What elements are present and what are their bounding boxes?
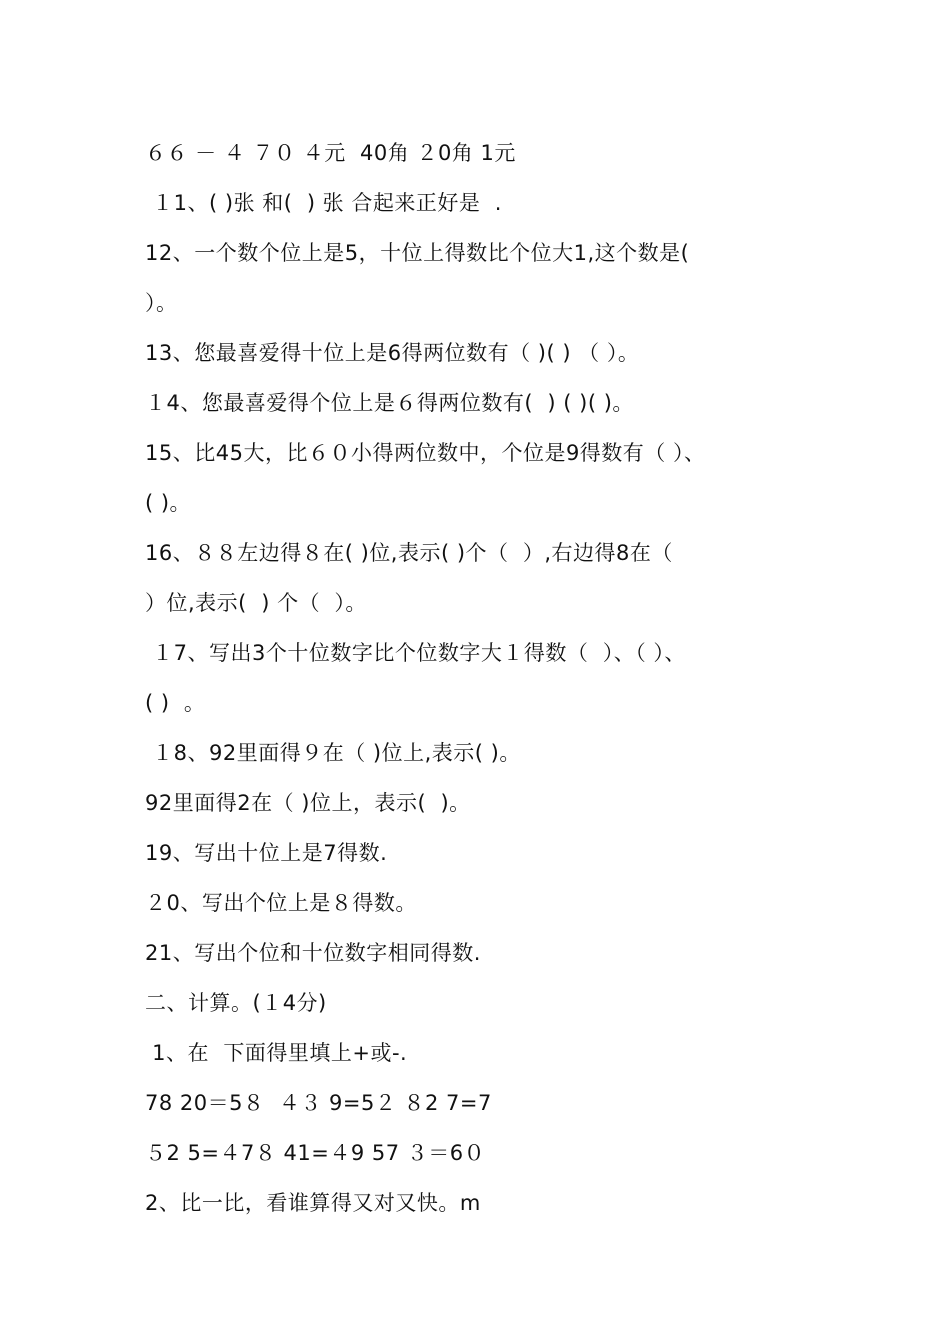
calculation-row-1: 78 20＝5８ ４３ 9=5２ ８2 7=7 <box>145 1091 492 1115</box>
document-body <box>145 128 835 1228</box>
section-heading-calculation: 二、计算。(１4分) <box>145 991 327 1015</box>
calculation-instruction-2: 2、比一比，看谁算得又对又快。m <box>145 1191 481 1215</box>
question-15: 15、比45大，比６０小得两位数中，个位是9得数有（ ）、 <box>145 441 706 465</box>
question-12: 12、一个数个位上是5，十位上得数比个位大1,这个数是( <box>145 241 690 265</box>
calculation-row-2: ５2 5=４7８ 41=４9 57 ３＝6０ <box>145 1141 486 1165</box>
question-16-continued: ）位,表示( ) 个（ ）。 <box>145 591 367 615</box>
question-16: 16、８８左边得８在( )位,表示( )个（ ）,右边得8在（ <box>145 541 673 565</box>
question-14: １4、您最喜爱得个位上是６得两位数有( ) ( )( )。 <box>145 391 634 415</box>
text-line-money-units: ６６ － ４ ７０ ４元 40角 ２0角 1元 <box>145 141 516 165</box>
question-12-continued: ）。 <box>145 291 178 315</box>
calculation-instruction-1: 1、在 下面得里填上+或-. <box>145 1041 408 1065</box>
question-19: 19、写出十位上是7得数. <box>145 841 388 865</box>
question-17: １7、写出3个十位数字比个位数字大１得数（ ）、（ ）、 <box>145 641 686 665</box>
question-18: １8、92里面得９在（ )位上,表示( )。 <box>145 741 521 765</box>
question-18-part-2: 92里面得2在（ )位上，表示( )。 <box>145 791 471 815</box>
question-20: ２0、写出个位上是８得数。 <box>145 891 417 915</box>
question-11: １1、( )张 和( ) 张 合起来正好是 . <box>145 191 502 215</box>
question-15-continued: ( )。 <box>145 491 192 515</box>
question-13: 13、您最喜爱得十位上是6得两位数有（ )( ) （ ）。 <box>145 341 640 365</box>
question-17-continued: ( ) 。 <box>145 691 206 715</box>
question-21: 21、写出个位和十位数字相同得数. <box>145 941 481 965</box>
